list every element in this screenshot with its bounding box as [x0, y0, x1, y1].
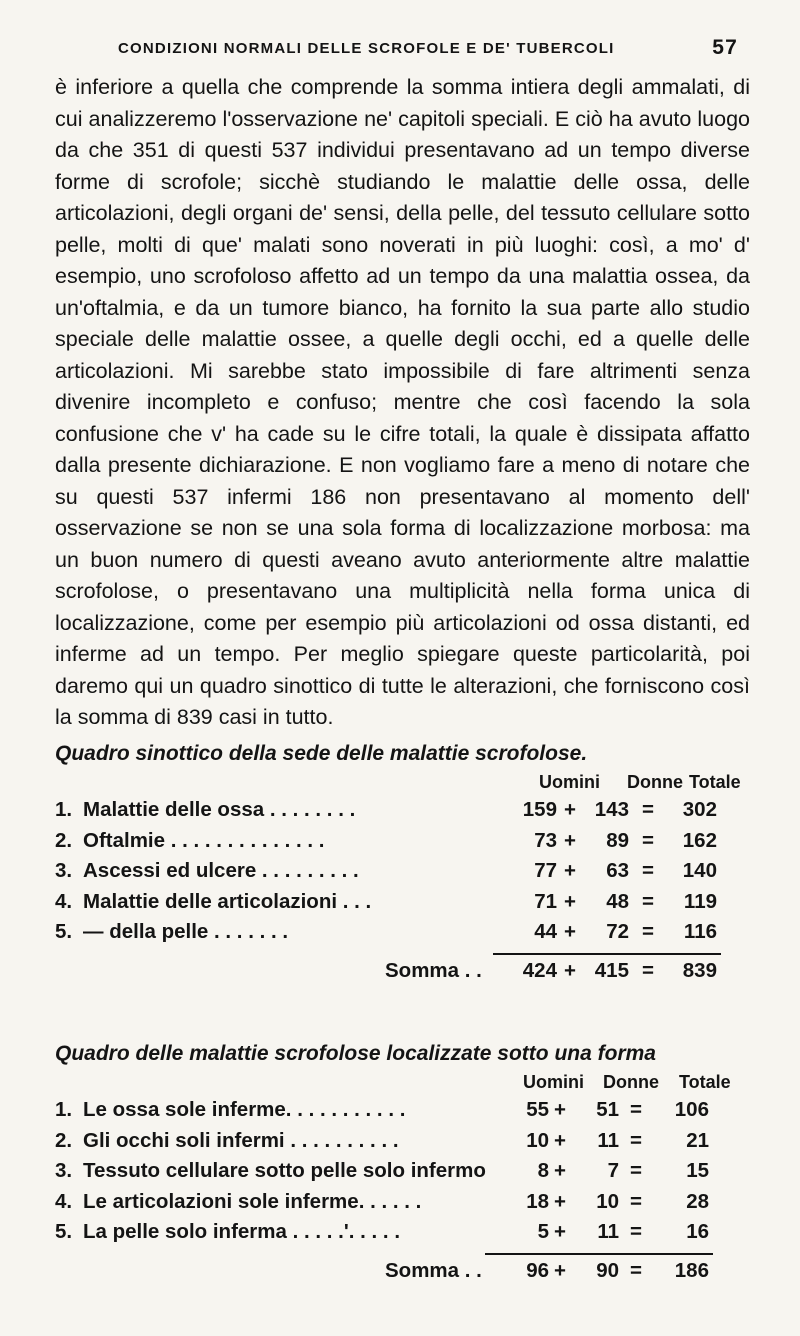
equals-sign: =: [642, 920, 654, 943]
plus-sign: +: [554, 1159, 566, 1182]
running-head-title: CONDIZIONI NORMALI DELLE SCROFOLE E DE' TUBERCOLI: [118, 40, 615, 57]
men-count: 73: [534, 828, 557, 852]
women-count: 72: [606, 920, 629, 943]
equals-sign: =: [642, 798, 654, 821]
table-row: [55, 1190, 755, 1220]
row-total: 106: [674, 1098, 709, 1121]
row-number: 3.: [55, 859, 73, 882]
sum-women: 90: [596, 1258, 619, 1282]
plus-sign: +: [564, 920, 576, 943]
equals-sign: =: [642, 828, 654, 852]
men-count: 77: [534, 859, 557, 882]
equals-sign: =: [642, 859, 654, 882]
sum-women: 415: [594, 958, 629, 982]
row-number: 2.: [55, 828, 73, 852]
running-head: [118, 36, 738, 59]
row-total: 15: [686, 1159, 709, 1182]
plus-sign: +: [554, 1189, 566, 1213]
table-row: [55, 1129, 755, 1159]
table-row: [55, 829, 755, 859]
men-count: 10: [526, 1128, 549, 1152]
row-number: 4.: [55, 1189, 73, 1213]
men-count: 44: [534, 920, 557, 943]
table2-header-men: Uomini: [523, 1072, 584, 1092]
table1-header-men: Uomini: [539, 772, 600, 792]
men-count: 55: [526, 1098, 549, 1121]
row-number: 1.: [55, 798, 73, 821]
table-row: [55, 798, 755, 828]
row-total: 302: [682, 798, 717, 821]
row-total: 16: [686, 1220, 709, 1243]
table1-title: Quadro sinottico della sede delle malattie scrofolose.: [55, 742, 588, 765]
table-row: [55, 920, 755, 950]
women-count: 143: [594, 798, 629, 821]
sum-label: Somma . .: [385, 1258, 482, 1282]
equals-sign: =: [630, 1220, 642, 1243]
row-label: Le ossa sole inferme. . . . . . . . . . .: [83, 1098, 406, 1121]
row-label: — della pelle . . . . . . .: [83, 920, 289, 943]
row-number: 5.: [55, 1220, 73, 1243]
row-label: La pelle solo inferma . . . . .'. . . . .: [83, 1220, 401, 1243]
row-label: Gli occhi soli infermi . . . . . . . . . .: [83, 1128, 399, 1152]
equals-sign: =: [642, 958, 654, 982]
table1-header-women: Donne: [627, 772, 683, 792]
equals-sign: =: [630, 1159, 642, 1182]
plus-sign: +: [564, 798, 576, 821]
row-label: Le articolazioni sole inferme. . . . . .: [83, 1189, 422, 1213]
row-total: 162: [682, 828, 717, 852]
row-number: 1.: [55, 1098, 73, 1121]
sum-row: [55, 959, 755, 989]
equals-sign: =: [642, 889, 654, 913]
row-label: Oftalmie . . . . . . . . . . . . . .: [83, 828, 325, 852]
table1-header-total: Totale: [689, 772, 741, 792]
women-count: 7: [607, 1159, 619, 1182]
table-row: [55, 1098, 755, 1128]
women-count: 63: [606, 859, 629, 882]
plus-sign: +: [564, 828, 576, 852]
men-count: 8: [537, 1159, 549, 1182]
plus-sign: +: [554, 1128, 566, 1152]
plus-sign: +: [564, 859, 576, 882]
plus-sign: +: [564, 889, 576, 913]
sum-row: [55, 1259, 755, 1289]
row-number: 2.: [55, 1128, 73, 1152]
row-number: 3.: [55, 1159, 73, 1182]
body-paragraph: è inferiore a quella che comprende la somma intiera degli ammalati, di cui analizzeremo l'osservazione ne' capitoli speciali. E ciò ha avuto luogo da che 351 di questi 537 individui presentavano ad un tempo diverse forme di scrofole; sicchè studiando le malattie delle ossa, delle articolazioni, degli organi de' sensi, della pelle, del tessuto cellulare sotto pelle, molti di que' malati sono noverati in più luoghi: così, a mo' d' esempio, uno scrofoloso affetto ad un tempo da una malattia ossea, da un'oftalmia, e da un tumore bianco, ha fornito la sua parte allo studio speciale delle malattie ossee, a quelle degli occhi, ed a quelle delle articolazioni. Mi sarebbe stato impossibile di fare altrimenti senza divenire incompleto e confuso; mentre che così facendo la sola confusione che v' ha cade su le cifre totali, la quale è dissipata affatto dalla presente dichiarazione. E non vogliamo fare a meno di notare che su questi 537 infermi 186 non presentavano al momento dell' osservazione se non se una sola forma di localizzazione morbosa: ma un buon numero di questi aveano avuto anteriormente altre malattie scrofolose, o presentavano una multiplicità nella forma unica di localizzazione, come per esempio più articolazioni od ossa distanti, ed inferme ad un tempo. Per meglio spiegare queste particolarità, poi daremo qui un quadro sinottico di tutte le alterazioni, che forniscono così la somma di 839 casi in tutto.: [55, 75, 750, 729]
women-count: 89: [606, 828, 629, 852]
row-total: 28: [686, 1189, 709, 1213]
row-total: 116: [683, 920, 717, 943]
women-count: 48: [606, 889, 629, 913]
row-label: Malattie delle ossa . . . . . . . .: [83, 798, 356, 821]
women-count: 11: [597, 1220, 619, 1243]
table2-header-total: Totale: [679, 1072, 731, 1092]
table-row: [55, 1220, 755, 1250]
men-count: 159: [522, 798, 557, 821]
row-number: 5.: [55, 920, 73, 943]
men-count: 18: [526, 1189, 549, 1213]
row-number: 4.: [55, 889, 73, 913]
sum-rule: [493, 953, 721, 955]
plus-sign: +: [554, 1098, 566, 1121]
row-total: 119: [683, 889, 717, 913]
equals-sign: =: [630, 1128, 642, 1152]
men-count: 71: [534, 889, 557, 913]
plus-sign: +: [564, 958, 576, 982]
plus-sign: +: [554, 1258, 566, 1282]
table2-title: Quadro delle malattie scrofolose localizzate sotto una forma: [55, 1042, 656, 1065]
equals-sign: =: [630, 1098, 642, 1121]
sum-total: 186: [674, 1258, 709, 1282]
sum-label: Somma . .: [385, 958, 482, 982]
sum-men: 96: [526, 1258, 549, 1282]
women-count: 11: [597, 1128, 619, 1152]
women-count: 51: [596, 1098, 619, 1121]
table-row: [55, 1159, 755, 1189]
plus-sign: +: [554, 1220, 566, 1243]
equals-sign: =: [630, 1189, 642, 1213]
sum-rule: [485, 1253, 713, 1255]
table-row: [55, 859, 755, 889]
table2-header-women: Donne: [603, 1072, 659, 1092]
row-total: 21: [686, 1128, 709, 1152]
table-row: [55, 890, 755, 920]
row-label: Ascessi ed ulcere . . . . . . . . .: [83, 859, 359, 882]
sum-men: 424: [522, 958, 557, 982]
sum-total: 839: [682, 958, 717, 982]
row-label: Malattie delle articolazioni . . .: [83, 889, 372, 913]
men-count: 5: [537, 1220, 549, 1243]
row-total: 140: [682, 859, 717, 882]
row-label: Tessuto cellulare sotto pelle solo infermo: [83, 1159, 486, 1182]
equals-sign: =: [630, 1258, 642, 1282]
page-number: 57: [712, 36, 738, 59]
women-count: 10: [596, 1189, 619, 1213]
